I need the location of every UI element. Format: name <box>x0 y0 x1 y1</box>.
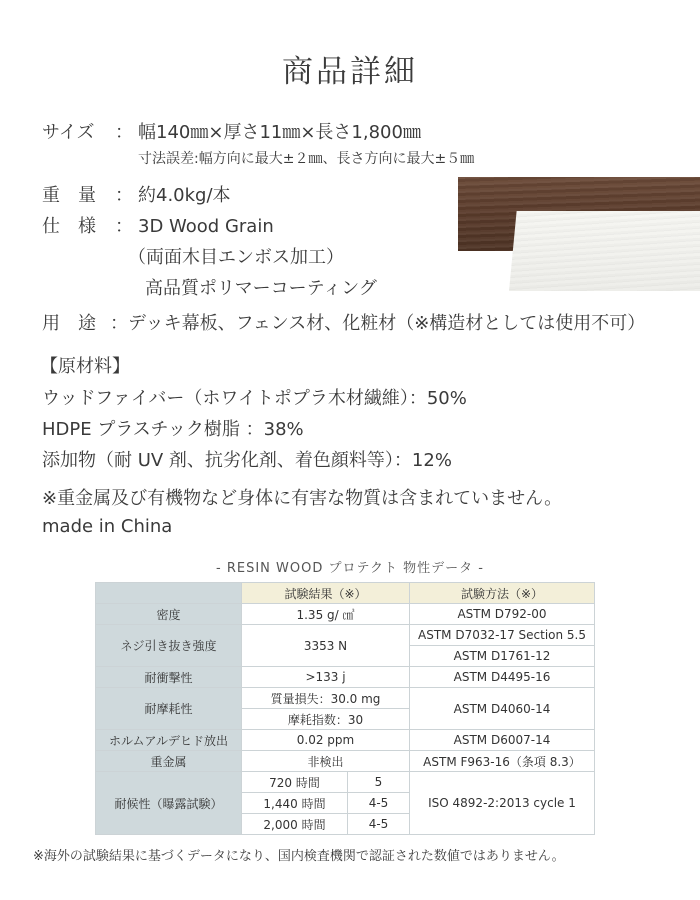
material-item: 添加物（耐 UV 剤、抗劣化剤、着色顔料等）：12% <box>42 450 452 471</box>
materials-heading: 【原材料】 <box>40 356 130 377</box>
table-header-row <box>96 583 595 604</box>
row-method: ASTM D6007-14 <box>410 730 595 751</box>
row-grade: 4-5 <box>348 814 410 835</box>
spec-finish: 仕 様 ： 3D Wood Grain <box>42 212 274 238</box>
row-method: ASTM D4495-16 <box>410 667 595 688</box>
footnote: ※海外の試験結果に基づくデータになり、国内検査機関で認証された数値ではありません。 <box>33 849 565 864</box>
spec-weight: 重 量 ： 約4.0kg/本 <box>42 181 231 207</box>
row-method: ISO 4892-2:2013 cycle 1 <box>410 772 595 835</box>
row-method: ASTM F963-16（条項 8.3） <box>410 751 595 772</box>
spec-finish-value-2: （両面木目エンボス加工） <box>128 247 344 268</box>
header-result: 試験結果（※） <box>242 583 410 604</box>
row-result: 非検出 <box>242 751 410 772</box>
row-label: 耐衝撃性 <box>96 667 242 688</box>
row-grade: 5 <box>348 772 410 793</box>
row-method: ASTM D1761-12 <box>410 646 595 667</box>
table-row <box>96 772 595 793</box>
table-row <box>96 625 595 646</box>
spec-use-label: 用 途 <box>42 313 96 334</box>
row-result: 摩耗指数：30 <box>242 709 410 730</box>
page-title: 商品詳細 <box>282 54 418 90</box>
row-label: ネジ引き抜き強度 <box>96 625 242 667</box>
wood-sample-white <box>509 211 700 291</box>
spec-finish-label: 仕 様 <box>42 216 96 237</box>
row-label: ホルムアルデヒド放出 <box>96 730 242 751</box>
spec-weight-label: 重 量 <box>42 185 96 206</box>
row-grade: 4-5 <box>348 793 410 814</box>
row-label: 耐摩耗性 <box>96 688 242 730</box>
row-hours: 720 時間 <box>242 772 348 793</box>
spec-use: 用 途 ：デッキ幕板、フェンス材、化粧材（※構造材としては使用不可） <box>42 309 645 335</box>
spec-size-label: サイズ <box>42 122 95 143</box>
table-row <box>96 667 595 688</box>
table-title: - RESIN WOOD プロテクト 物性データ - <box>216 561 484 576</box>
header-method: 試験方法（※） <box>410 583 595 604</box>
row-result: 0.02 ppm <box>242 730 410 751</box>
spec-size-tolerance: 寸法誤差:幅方向に最大±２㎜、長さ方向に最大±５㎜ <box>138 151 475 167</box>
spec-use-value: デッキ幕板、フェンス材、化粧材（※構造材としては使用不可） <box>128 313 646 334</box>
spec-finish-value-3: 高品質ポリマーコーティング <box>145 278 377 299</box>
row-method: ASTM D7032-17 Section 5.5 <box>410 625 595 646</box>
row-label: 耐候性（曝露試験） <box>96 772 242 835</box>
material-item: HDPE プラスチック樹脂 ：38% <box>42 419 304 440</box>
row-result: 3353 N <box>242 625 410 667</box>
table-row <box>96 730 595 751</box>
row-result: 質量損失：30.0 mg <box>242 688 410 709</box>
table-row <box>96 688 595 709</box>
materials-note: ※重金属及び有機物など身体に有害な物質は含まれていません。 <box>42 488 563 509</box>
spec-size-value: 幅140㎜×厚さ11㎜×長さ1,800㎜ <box>138 122 421 143</box>
row-method: ASTM D792-00 <box>410 604 595 625</box>
row-label: 重金属 <box>96 751 242 772</box>
row-label: 密度 <box>96 604 242 625</box>
row-result: 1.35 g/ ㎤ <box>242 604 410 625</box>
origin-text: made in China <box>42 516 173 537</box>
table-row <box>96 604 595 625</box>
spec-size: サイズ ： 幅140㎜×厚さ11㎜×長さ1,800㎜ <box>42 118 421 144</box>
table-row <box>96 751 595 772</box>
spec-weight-value: 約4.0kg/本 <box>138 185 231 206</box>
row-method: ASTM D4060-14 <box>410 688 595 730</box>
row-hours: 2,000 時間 <box>242 814 348 835</box>
row-result: >133 j <box>242 667 410 688</box>
material-item: ウッドファイバー（ホワイトポプラ木材繊維）：50% <box>42 388 467 409</box>
properties-table <box>95 582 595 835</box>
spec-finish-value-1: 3D Wood Grain <box>138 216 274 237</box>
row-hours: 1,440 時間 <box>242 793 348 814</box>
